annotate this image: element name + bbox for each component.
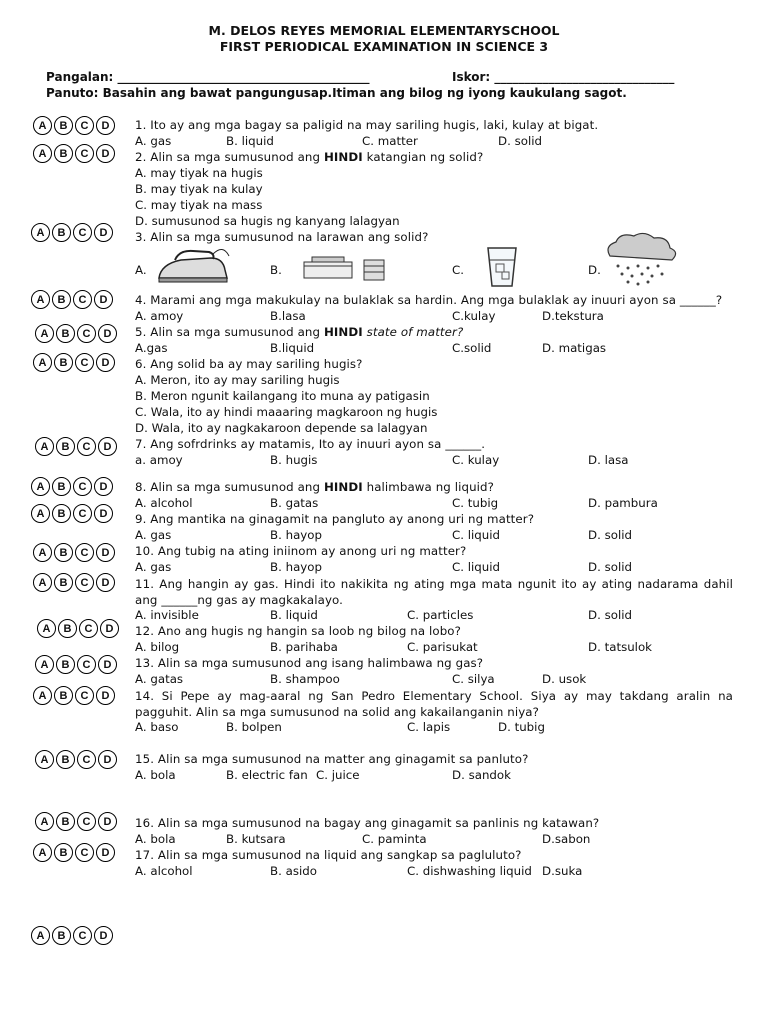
bubble-b[interactable]: B [52, 290, 71, 309]
option: C. parisukat [407, 640, 478, 654]
option: C.solid [452, 341, 492, 355]
bubble-a[interactable]: A [35, 324, 54, 343]
bubble-d[interactable]: D [98, 812, 117, 831]
question-text: 5. Alin sa mga sumusunod ang [135, 325, 324, 339]
question-text: state of matter? [362, 325, 464, 339]
option: C. [452, 263, 464, 277]
option: D. [588, 263, 601, 277]
option: D. tatsulok [588, 640, 653, 654]
bubble-d[interactable]: D [100, 619, 119, 638]
question-8 [135, 480, 494, 494]
bubble-b[interactable]: B [54, 843, 73, 862]
bubble-c[interactable]: C [75, 144, 94, 163]
option: B. [270, 263, 282, 277]
answer-bubbles-q5[interactable] [35, 324, 119, 343]
answer-bubbles-q18[interactable] [31, 926, 115, 945]
answer-bubbles-q13[interactable] [35, 655, 119, 674]
bubble-a[interactable]: A [31, 926, 50, 945]
bubble-a[interactable]: A [33, 573, 52, 592]
bubble-a[interactable]: A [35, 655, 54, 674]
option: B. parihaba [270, 640, 338, 654]
question-14: 14. Si Pepe ay mag-aaral ng San Pedro Elementary School. Siya ay may takdang aralin na pagguhit. Alin sa mga sumusunod na solid ang kakailanganin niya? [135, 689, 733, 719]
question-text: 2. Alin sa mga sumusunod ang [135, 150, 324, 164]
option: C. may tiyak na mass [135, 198, 263, 212]
bubble-d[interactable]: D [96, 543, 115, 562]
question-text: katangian ng solid? [362, 150, 484, 164]
option: D. sumusunod sa hugis ng kanyang lalagyan [135, 214, 400, 228]
bubble-b[interactable]: B [56, 812, 75, 831]
bubble-c[interactable]: C [73, 504, 92, 523]
question-12: 12. Ano ang hugis ng hangin sa loob ng bilog na lobo? [135, 624, 461, 638]
option: C. matter [362, 134, 418, 148]
bubble-d[interactable]: D [96, 686, 115, 705]
option: D.tekstura [542, 309, 604, 323]
bubble-c[interactable]: C [73, 926, 92, 945]
emphasis-not: HINDI [323, 150, 363, 164]
bubble-c[interactable]: C [77, 655, 96, 674]
bubble-d[interactable]: D [96, 573, 115, 592]
bubble-d[interactable]: D [94, 290, 113, 309]
bubble-b[interactable]: B [54, 116, 73, 135]
question-text: halimbawa ng liquid? [362, 480, 494, 494]
answer-bubbles-q16[interactable] [35, 812, 119, 831]
bubble-b[interactable]: B [52, 223, 71, 242]
option: D. pambura [588, 496, 658, 510]
bubble-c[interactable]: C [75, 543, 94, 562]
bubble-d[interactable]: D [98, 437, 117, 456]
option: A. Meron, ito ay may sariling hugis [135, 373, 340, 387]
option: D. solid [588, 528, 632, 542]
option: D. solid [498, 134, 542, 148]
bubble-b[interactable]: B [52, 477, 71, 496]
option: A. gas [135, 134, 172, 148]
answer-bubbles-q7[interactable] [35, 437, 119, 456]
bubble-a[interactable]: A [31, 223, 50, 242]
question-16: 16. Alin sa mga sumusunod na bagay ang ginagamit sa panlinis ng katawan? [135, 816, 600, 830]
option: B. hugis [270, 453, 318, 467]
option: D.sabon [542, 832, 591, 846]
bubble-b[interactable]: B [54, 144, 73, 163]
bubble-a[interactable]: A [33, 843, 52, 862]
bubble-c[interactable]: C [77, 750, 96, 769]
option: A. bilog [135, 640, 180, 654]
option: D. usok [542, 672, 587, 686]
bubble-c[interactable]: C [75, 116, 94, 135]
question-10: 10. Ang tubig na ating iniinom ay anong uri ng matter? [135, 544, 467, 558]
bubble-c[interactable]: C [77, 324, 96, 343]
bubble-c[interactable]: C [73, 477, 92, 496]
option: C. juice [316, 768, 360, 782]
bubble-a[interactable]: A [33, 353, 52, 372]
option: B. liquid [226, 134, 274, 148]
bubble-d[interactable]: D [96, 843, 115, 862]
bubble-d[interactable]: D [98, 655, 117, 674]
bubble-a[interactable]: A [37, 619, 56, 638]
option: B. shampoo [270, 672, 340, 686]
glass-of-water-image [484, 246, 520, 288]
bubble-c[interactable]: C [79, 619, 98, 638]
option: C.kulay [452, 309, 496, 323]
question-2 [135, 150, 483, 164]
option: B. may tiyak na kulay [135, 182, 263, 196]
option: B. kutsara [226, 832, 286, 846]
bubble-d[interactable]: D [98, 324, 117, 343]
bubble-d[interactable]: D [94, 926, 113, 945]
question-4: 4. Marami ang mga makukulay na bulaklak sa hardin. Ang mga bulaklak ay inuuri ayon sa ______? [135, 293, 723, 307]
option: B. asido [270, 864, 317, 878]
bubble-b[interactable]: B [54, 686, 73, 705]
answer-bubbles-q3[interactable] [31, 223, 115, 242]
option: B. hayop [270, 528, 322, 542]
bubble-b[interactable]: B [56, 655, 75, 674]
bubble-a[interactable]: A [33, 144, 52, 163]
question-1: 1. Ito ay ang mga bagay sa paligid na may sariling hugis, laki, kulay at bigat. [135, 118, 599, 132]
bubble-b[interactable]: B [54, 573, 73, 592]
answer-bubbles-q4[interactable] [31, 290, 115, 309]
question-17: 17. Alin sa mga sumusunod na liquid ang sangkap sa pagluluto? [135, 848, 522, 862]
bubble-b[interactable]: B [58, 619, 77, 638]
name-field[interactable]: Pangalan: __________________________________________ [46, 70, 370, 84]
option: A. gas [135, 560, 172, 574]
option: B. electric fan [226, 768, 308, 782]
answer-bubbles-q17[interactable] [33, 843, 117, 862]
score-field[interactable]: Iskor: ______________________________ [452, 70, 675, 84]
option: A. bola [135, 832, 176, 846]
option: C. silya [452, 672, 495, 686]
exam-title: FIRST PERIODICAL EXAMINATION IN SCIENCE 3 [219, 39, 549, 54]
option: D. solid [588, 608, 632, 622]
option: A.gas [135, 341, 168, 355]
option: A. baso [135, 720, 179, 734]
option: D. sandok [452, 768, 511, 782]
bubble-b[interactable]: B [54, 543, 73, 562]
option: A. invisible [135, 608, 199, 622]
answer-bubbles-q1[interactable] [33, 116, 117, 135]
option: C. kulay [452, 453, 500, 467]
option: C. Wala, ito ay hindi maaaring magkaroon ng hugis [135, 405, 438, 419]
bubble-a[interactable]: A [31, 477, 50, 496]
bubble-b[interactable]: B [56, 437, 75, 456]
answer-bubbles-q11[interactable] [33, 573, 117, 592]
emphasis-not: HINDI [323, 325, 363, 339]
school-name: M. DELOS REYES MEMORIAL ELEMENTARYSCHOOL [208, 23, 560, 38]
option: A. gas [135, 528, 172, 542]
option: D. tubig [498, 720, 545, 734]
option: A. alcohol [135, 864, 193, 878]
bubble-a[interactable]: A [31, 504, 50, 523]
option: B. liquid [270, 608, 318, 622]
bubble-a[interactable]: A [35, 812, 54, 831]
option: C. tubig [452, 496, 499, 510]
option: B. gatas [270, 496, 319, 510]
bubble-c[interactable]: C [75, 686, 94, 705]
bubble-d[interactable]: D [94, 223, 113, 242]
iron-image [153, 246, 231, 286]
instructions: Panuto: Basahin ang bawat pangungusap.Itiman ang bilog ng iyong kaukulang sagot. [46, 86, 627, 100]
option: C. paminta [362, 832, 427, 846]
option: D. lasa [588, 453, 629, 467]
option: C. dishwashing liquid [407, 864, 532, 878]
option: C. liquid [452, 560, 501, 574]
answer-bubbles-q9[interactable] [31, 504, 115, 523]
bubble-a[interactable]: A [31, 290, 50, 309]
option: B. bolpen [226, 720, 282, 734]
option: B.lasa [270, 309, 306, 323]
bubble-c[interactable]: C [73, 290, 92, 309]
bubble-d[interactable]: D [96, 116, 115, 135]
bubble-c[interactable]: C [75, 573, 94, 592]
option: D. solid [588, 560, 632, 574]
option: C. lapis [407, 720, 451, 734]
option: A. gatas [135, 672, 184, 686]
bubble-b[interactable]: B [56, 324, 75, 343]
question-13: 13. Alin sa mga sumusunod ang isang halimbawa ng gas? [135, 656, 484, 670]
option: D. matigas [542, 341, 607, 355]
option: a. amoy [135, 453, 183, 467]
bubble-d[interactable]: D [94, 477, 113, 496]
rain-cloud-image [600, 232, 680, 288]
answer-bubbles-q2[interactable] [33, 144, 117, 163]
question-text: 8. Alin sa mga sumusunod ang [135, 480, 324, 494]
option: B. hayop [270, 560, 322, 574]
emphasis-not: HINDI [323, 480, 363, 494]
option: A. alcohol [135, 496, 193, 510]
bubble-b[interactable]: B [56, 750, 75, 769]
bubble-d[interactable]: D [96, 144, 115, 163]
bubble-c[interactable]: C [75, 353, 94, 372]
option: C. particles [407, 608, 474, 622]
bubble-c[interactable]: C [75, 843, 94, 862]
bubble-d[interactable]: D [96, 353, 115, 372]
answer-bubbles-q12[interactable] [37, 619, 121, 638]
bubble-a[interactable]: A [35, 437, 54, 456]
bubble-a[interactable]: A [33, 686, 52, 705]
bubble-b[interactable]: B [52, 504, 71, 523]
question-9: 9. Ang mantika na ginagamit na pangluto ay anong uri ng matter? [135, 512, 535, 526]
bubble-c[interactable]: C [77, 812, 96, 831]
question-15: 15. Alin sa mga sumusunod na matter ang ginagamit sa panluto? [135, 752, 529, 766]
option: A. [135, 263, 147, 277]
answer-bubbles-q8[interactable] [31, 477, 115, 496]
bubble-a[interactable]: A [35, 750, 54, 769]
option: A. amoy [135, 309, 184, 323]
answer-bubbles-q10[interactable] [33, 543, 117, 562]
bubble-c[interactable]: C [77, 437, 96, 456]
bubble-c[interactable]: C [73, 223, 92, 242]
option: B. Meron ngunit kailangang ito muna ay patigasin [135, 389, 430, 403]
bubble-d[interactable]: D [94, 504, 113, 523]
option: C. liquid [452, 528, 501, 542]
bubble-a[interactable]: A [33, 543, 52, 562]
answer-bubbles-q14[interactable] [33, 686, 117, 705]
question-7: 7. Ang sofrdrinks ay matamis, Ito ay inuuri ayon sa ______. [135, 437, 486, 451]
question-5 [135, 325, 463, 339]
question-6: 6. Ang solid ba ay may sariling hugis? [135, 357, 363, 371]
option: B.liquid [270, 341, 315, 355]
bubble-b[interactable]: B [54, 353, 73, 372]
answer-bubbles-q15[interactable] [35, 750, 119, 769]
pans-image [302, 252, 394, 286]
answer-bubbles-q6[interactable] [33, 353, 117, 372]
option: A. bola [135, 768, 176, 782]
bubble-a[interactable]: A [33, 116, 52, 135]
question-11: 11. Ang hangin ay gas. Hindi ito nakikita ng ating mga mata ngunit ito ay ating nadarama dahil ang ______ng gas ay magkakalayo. [135, 577, 733, 607]
option: D.suka [542, 864, 583, 878]
question-3: 3. Alin sa mga sumusunod na larawan ang solid? [135, 230, 429, 244]
option: A. may tiyak na hugis [135, 166, 263, 180]
bubble-b[interactable]: B [52, 926, 71, 945]
option: D. Wala, ito ay nagkakaroon depende sa lalagyan [135, 421, 428, 435]
bubble-d[interactable]: D [98, 750, 117, 769]
